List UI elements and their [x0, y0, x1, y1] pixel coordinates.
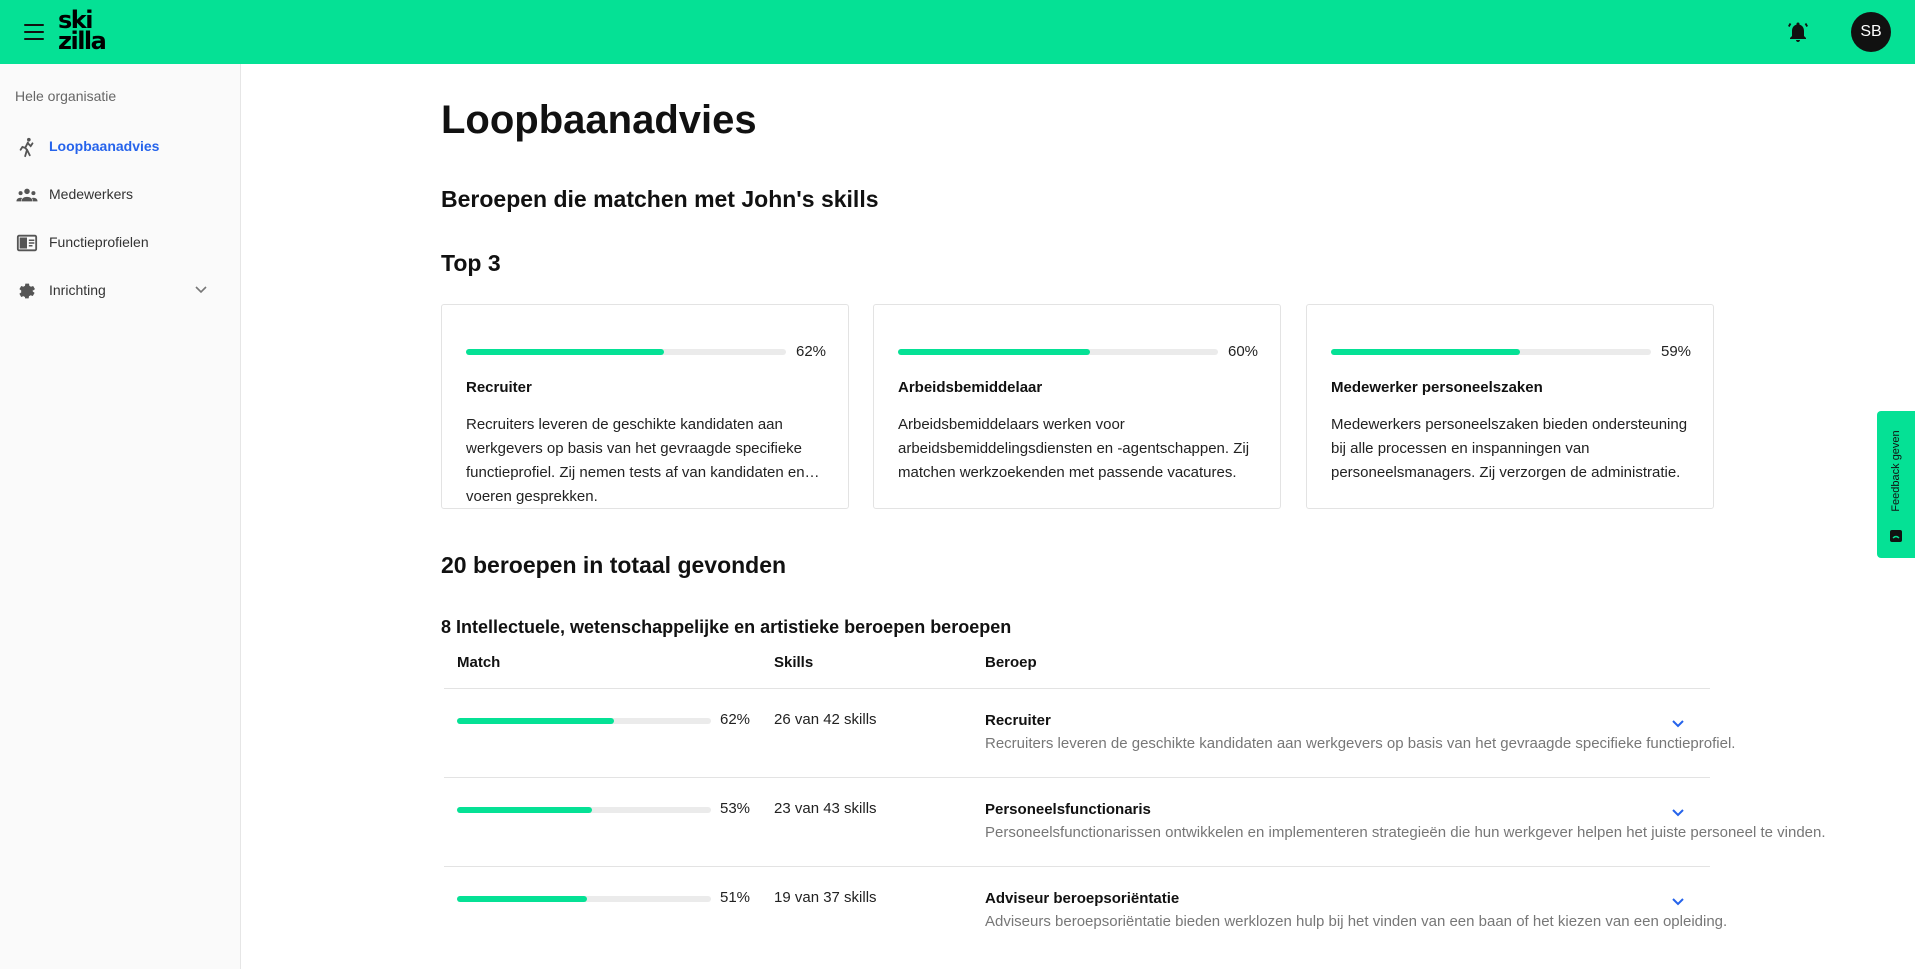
match-percentage: 51%: [720, 889, 751, 906]
column-header-occupation: Beroep: [985, 654, 1037, 671]
top-bar: [0, 0, 1915, 64]
chevron-down-icon[interactable]: [1670, 804, 1686, 820]
occupation-title: Recruiter: [466, 379, 532, 396]
skills-count: 23 van 43 skills: [774, 800, 877, 817]
match-percentage: 53%: [720, 800, 751, 817]
skills-count: 19 van 37 skills: [774, 889, 877, 906]
people-icon: [16, 184, 38, 206]
top3-card-recruiter[interactable]: [441, 304, 849, 509]
occupation-description: Recruiters leveren de geschikte kandidaten aan werkgevers op basis van het gevraagde specifieke functieprofiel.: [985, 735, 1736, 752]
match-percentage: 60%: [1228, 343, 1259, 360]
occupation-description: Personeelsfunctionarissen ontwikkelen en implementeren strategieën die hun werkgever helpen het juiste personeel te vinden.: [985, 824, 1826, 841]
occupation-title: Adviseur beroepsoriëntatie: [985, 890, 1180, 907]
sidebar: [0, 64, 241, 969]
top3-heading: Top 3: [441, 250, 501, 276]
occupation-title: Recruiter: [985, 712, 1051, 729]
sidebar-item-inrichting[interactable]: [0, 270, 240, 310]
feedback-icon: [1889, 529, 1903, 543]
sidebar-item-label: Functieprofielen: [49, 234, 149, 250]
gear-icon: [16, 280, 38, 302]
sidebar-item-label: Inrichting: [49, 282, 106, 298]
top3-card-medewerker-personeelszaken[interactable]: [1306, 304, 1714, 509]
menu-icon[interactable]: [24, 24, 44, 40]
chevron-down-icon[interactable]: [194, 282, 208, 296]
match-progress-bar: [457, 807, 711, 813]
occupation-title: Personeelsfunctionaris: [985, 801, 1151, 818]
occupation-description: Adviseurs beroepsoriëntatie bieden werklozen hulp bij het vinden van een baan of het kiezen van een opleiding.: [985, 913, 1728, 930]
top3-card-arbeidsbemiddelaar[interactable]: [873, 304, 1281, 509]
skillzilla-logo[interactable]: ski zilla: [58, 6, 106, 55]
column-header-match: Match: [457, 654, 501, 671]
column-header-skills: Skills: [774, 654, 814, 671]
notification-bell-icon[interactable]: [1786, 20, 1810, 44]
table-row[interactable]: [444, 866, 1728, 955]
sidebar-item-label: Loopbaanadvies: [49, 138, 160, 154]
occupation-title: Medewerker personeelszaken: [1331, 379, 1543, 396]
match-progress-bar: [466, 349, 786, 355]
page-title: Loopbaanadvies: [441, 98, 757, 142]
occupation-description: Recruiters leveren de geschikte kandidaten aan werkgevers op basis van het gevraagde specifieke functieprofiel. Zij nemen tests af van kandidaten en voeren gesprekken.: [466, 416, 805, 505]
match-percentage: 62%: [796, 343, 827, 360]
occupation-description: Arbeidsbemiddelaars werken voor arbeidsbemiddelingsdiensten en -agentschappen. Zij matchen werkzoekenden met passende vacatures.: [898, 416, 1250, 481]
match-subtitle: Beroepen die matchen met John's skills: [441, 186, 879, 212]
total-occupations-heading: 20 beroepen in totaal gevonden: [441, 552, 787, 578]
sidebar-item-label: Medewerkers: [49, 186, 134, 202]
match-progress-bar: [457, 718, 711, 724]
match-percentage: 62%: [720, 711, 751, 728]
occupation-description: Medewerkers personeelszaken bieden ondersteuning bij alle processen en inspanningen van personeelsmanagers. Zij verzorgen de administratie.: [1331, 416, 1688, 481]
occupation-group-heading: 8 Intellectuele, wetenschappelijke en artistieke beroepen beroepen: [441, 617, 1012, 637]
feedback-label: Feedback geven: [1890, 430, 1902, 512]
table-row[interactable]: [444, 688, 1736, 777]
chevron-down-icon[interactable]: [1670, 893, 1686, 909]
profile-card-icon: [16, 232, 38, 254]
match-progress-bar: [457, 896, 711, 902]
organisation-scope-label: Hele organisatie: [15, 88, 117, 104]
sidebar-item-medewerkers[interactable]: [0, 174, 240, 214]
user-avatar[interactable]: SB: [1851, 12, 1891, 52]
occupation-title: Arbeidsbemiddelaar: [898, 379, 1043, 396]
career-advice-icon: [16, 136, 38, 158]
feedback-tab[interactable]: [1877, 411, 1915, 558]
match-progress-bar: [898, 349, 1218, 355]
sidebar-item-functieprofielen[interactable]: [0, 222, 240, 262]
chevron-down-icon[interactable]: [1670, 715, 1686, 731]
table-row[interactable]: [444, 777, 1826, 866]
match-progress-bar: [1331, 349, 1651, 355]
match-percentage: 59%: [1661, 343, 1692, 360]
skills-count: 26 van 42 skills: [774, 711, 877, 728]
sidebar-item-loopbaanadvies[interactable]: [0, 126, 240, 166]
